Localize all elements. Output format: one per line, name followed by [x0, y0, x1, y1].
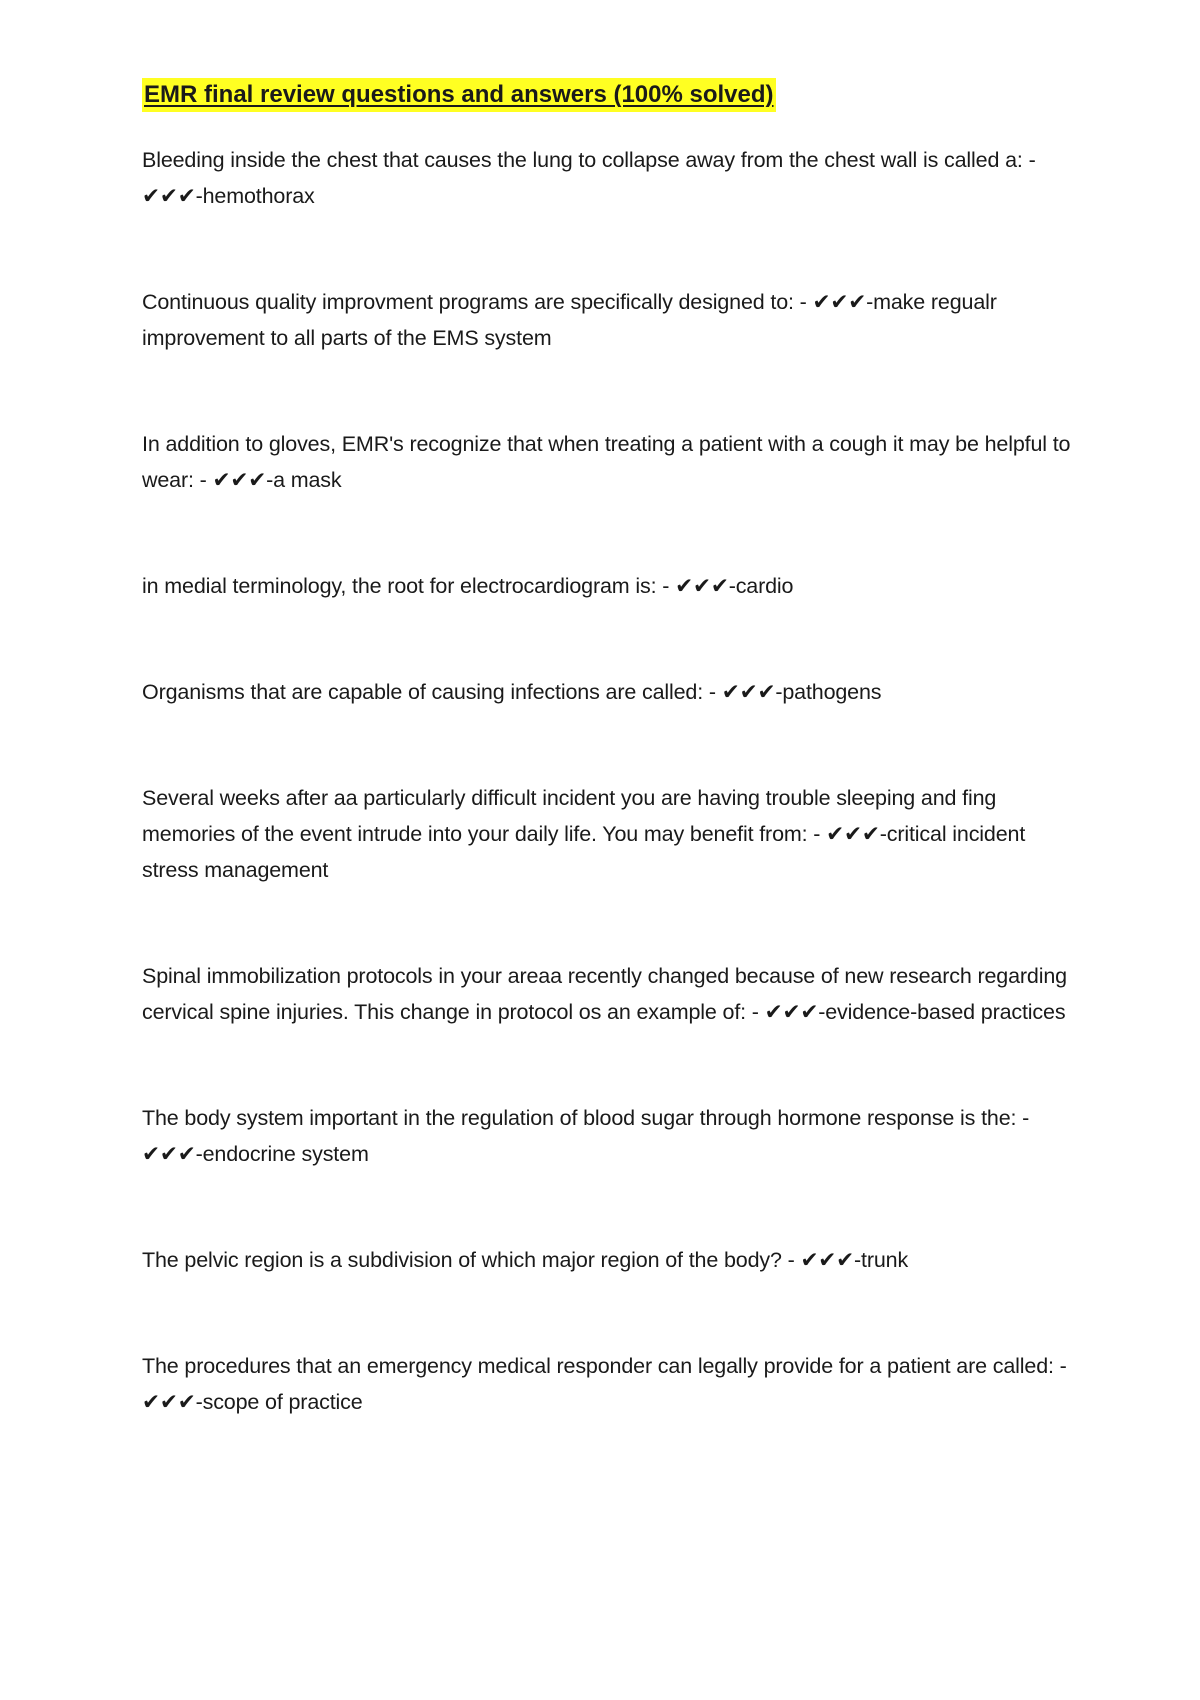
qa-item: Spinal immobilization protocols in your areaa recently changed because of new research regarding cervical spine injuries. This change in protocol os an example of: - ✔✔✔-evidence-based practices: [142, 964, 1067, 1024]
qa-item: Bleeding inside the chest that causes the lung to collapse away from the chest wall is called a: - ✔✔✔-hemothorax: [142, 148, 1036, 208]
qa-item: Organisms that are capable of causing infections are called: - ✔✔✔-pathogens: [142, 680, 882, 704]
document-title: EMR final review questions and answers (100% solved): [142, 78, 776, 112]
qa-item: in medial terminology, the root for electrocardiogram is: - ✔✔✔-cardio: [142, 574, 794, 598]
qa-item: Several weeks after aa particularly difficult incident you are having trouble sleeping and fing memories of the event intrude into your daily life. You may benefit from: - ✔✔✔-critical incident stress management: [142, 786, 1026, 882]
qa-item: The body system important in the regulation of blood sugar through hormone response is the: - ✔✔✔-endocrine system: [142, 1106, 1030, 1166]
qa-item: The procedures that an emergency medical responder can legally provide for a patient are called: - ✔✔✔-scope of practice: [142, 1354, 1067, 1414]
qa-item: The pelvic region is a subdivision of which major region of the body? - ✔✔✔-trunk: [142, 1248, 909, 1272]
qa-item: In addition to gloves, EMR's recognize that when treating a patient with a cough it may be helpful to wear: - ✔✔✔-a mask: [142, 432, 1071, 492]
qa-item: Continuous quality improvment programs are specifically designed to: - ✔✔✔-make regualr improvement to all parts of the EMS system: [142, 290, 997, 350]
